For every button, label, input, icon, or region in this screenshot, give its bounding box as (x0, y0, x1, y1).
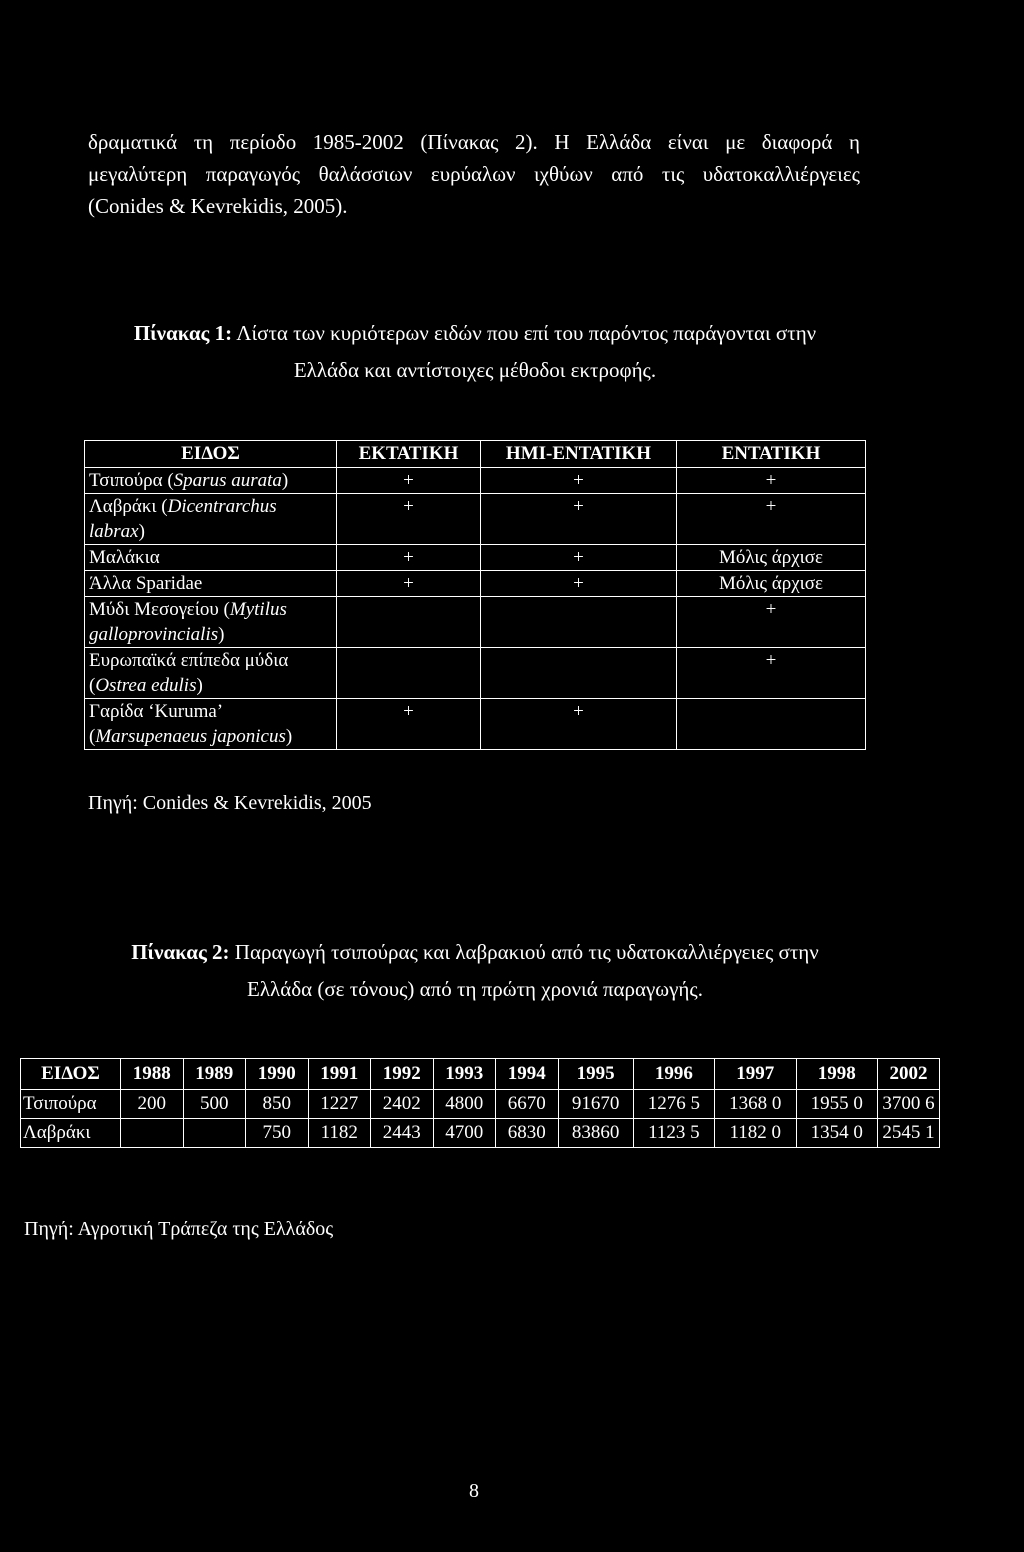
production-value-cell: 200 (121, 1090, 184, 1119)
species-cell (85, 648, 337, 699)
table-row (21, 1119, 940, 1148)
species-name: Λαβράκι ( (89, 496, 168, 517)
species-paren: ) (138, 521, 145, 542)
species-paren: ) (281, 470, 289, 491)
paragraph-line: μεγαλύτερη παραγωγός θαλάσσιων ευρύαλων ιχθύων από τις υδατοκαλλιέργειες (88, 162, 860, 186)
method-cell-semi (481, 597, 677, 648)
species-name: Άλλα Sparidae (89, 573, 203, 594)
header-year: 1998 (796, 1059, 878, 1090)
production-value-cell: 4700 (433, 1119, 496, 1148)
production-table (20, 1058, 940, 1148)
page-number: 8 (469, 1480, 479, 1502)
species-cell (85, 699, 337, 750)
species-name: Τσιπούρα ( (89, 470, 174, 491)
table-row (85, 468, 866, 494)
table1-source: Πηγή: Conides & Kevrekidis, 2005 (88, 792, 372, 814)
species-name: Μαλάκια (89, 547, 160, 568)
production-value-cell: 1182 0 (715, 1119, 796, 1148)
header-semi-intensive: ΗΜΙ-ΕΝΤΑΤΙΚΗ (481, 441, 677, 468)
species-paren: ) (285, 726, 293, 747)
header-year: 1995 (558, 1059, 633, 1090)
table-header-row (21, 1059, 940, 1090)
method-cell-int: Μόλις άρχισε (677, 571, 866, 597)
method-cell-semi: + (481, 545, 677, 571)
paragraph-line: (Conides & Kevrekidis, 2005). (88, 194, 348, 218)
table2-caption-label: Πίνακας 2: (131, 940, 230, 964)
method-cell-ext: + (337, 571, 481, 597)
species-name: Μύδι Μεσογείου ( (89, 599, 230, 620)
table-row (85, 494, 866, 545)
table-row (85, 699, 866, 750)
production-value-cell: 1276 5 (633, 1090, 714, 1119)
table2-caption-text2: Ελλάδα (σε τόνους) από τη πρώτη χρονιά παραγωγής. (247, 977, 703, 1001)
table-row (85, 545, 866, 571)
production-value-cell: 1227 (308, 1090, 371, 1119)
paragraph-line: δραματικά τη περίοδο 1985-2002 (Πίνακας 2). Η Ελλάδα είναι με διαφορά η (88, 130, 860, 154)
method-cell-semi: + (481, 699, 677, 750)
table-header-row (85, 441, 866, 468)
table2-caption (84, 934, 866, 1008)
table1-caption-text: Λίστα των κυριότερων ειδών που επί του παρόντος παράγονται στην (232, 321, 817, 345)
method-cell-int: + (677, 648, 866, 699)
table1-caption (84, 315, 866, 389)
species-paren: ) (218, 624, 225, 645)
header-year: 1996 (633, 1059, 714, 1090)
method-cell-semi: + (481, 571, 677, 597)
production-value-cell: 4800 (433, 1090, 496, 1119)
production-value-cell: 1955 0 (796, 1090, 878, 1119)
production-value-cell: 850 (246, 1090, 309, 1119)
method-cell-ext: + (337, 468, 481, 494)
header-year: 1993 (433, 1059, 496, 1090)
table-row (85, 597, 866, 648)
species-cell: Τσιπούρα (21, 1090, 121, 1119)
table-row (85, 571, 866, 597)
species-latin-name: Sparus aurata (173, 470, 282, 491)
species-cell (85, 597, 337, 648)
production-value-cell: 6670 (496, 1090, 559, 1119)
header-year: 1997 (715, 1059, 796, 1090)
production-value-cell (121, 1119, 184, 1148)
header-species: ΕΙΔΟΣ (85, 441, 337, 468)
method-cell-ext: + (337, 699, 481, 750)
species-methods-table (84, 440, 866, 750)
table-row (85, 648, 866, 699)
table2-caption-text: Παραγωγή τσιπούρας και λαβρακιού από τις υδατοκαλλιέργειες στην (229, 940, 819, 964)
species-name: Ευρωπαϊκά επίπεδα μύδια ( (89, 650, 289, 696)
intro-paragraph (88, 126, 860, 222)
header-year: 1990 (246, 1059, 309, 1090)
header-year: 1992 (371, 1059, 434, 1090)
species-latin-name: Ostrea edulis (95, 675, 197, 696)
production-value-cell: 1354 0 (796, 1119, 878, 1148)
production-value-cell (183, 1119, 246, 1148)
species-cell (85, 571, 337, 597)
production-value-cell: 2443 (371, 1119, 434, 1148)
method-cell-ext: + (337, 545, 481, 571)
species-paren: ) (196, 675, 203, 696)
species-latin-name: Marsupenaeus japonicus (95, 726, 286, 747)
header-year: 1991 (308, 1059, 371, 1090)
species-cell (85, 468, 337, 494)
method-cell-int: + (677, 494, 866, 545)
method-cell-int: Μόλις άρχισε (677, 545, 866, 571)
species-latin-name: Dicentrarchus labrax (89, 496, 277, 542)
table2-source: Πηγή: Αγροτική Τράπεζα της Ελλάδος (24, 1218, 334, 1240)
production-value-cell: 750 (246, 1119, 309, 1148)
species-cell: Λαβράκι (21, 1119, 121, 1148)
header-year: 1994 (496, 1059, 559, 1090)
species-latin-name: Mytilus galloprovincialis (89, 599, 287, 645)
table1-caption-text2: Ελλάδα και αντίστοιχες μέθοδοι εκτροφής. (293, 358, 657, 382)
table-row (21, 1090, 940, 1119)
method-cell-semi (481, 648, 677, 699)
production-value-cell: 83860 (558, 1119, 633, 1148)
method-cell-int: + (677, 468, 866, 494)
method-cell-semi: + (481, 494, 677, 545)
production-value-cell: 6830 (496, 1119, 559, 1148)
method-cell-ext (337, 648, 481, 699)
production-value-cell: 500 (183, 1090, 246, 1119)
header-year: 1988 (121, 1059, 184, 1090)
production-value-cell: 3700 6 (878, 1090, 940, 1119)
header-species: ΕΙΔΟΣ (21, 1059, 121, 1090)
production-value-cell: 2545 1 (878, 1119, 940, 1148)
production-value-cell: 2402 (371, 1090, 434, 1119)
production-value-cell: 91670 (558, 1090, 633, 1119)
production-value-cell: 1123 5 (633, 1119, 714, 1148)
header-year: 2002 (878, 1059, 940, 1090)
method-cell-ext (337, 597, 481, 648)
header-intensive: ΕΝΤΑΤΙΚΗ (677, 441, 866, 468)
method-cell-ext: + (337, 494, 481, 545)
method-cell-semi: + (481, 468, 677, 494)
header-extensive: ΕΚΤΑΤΙΚΗ (337, 441, 481, 468)
production-value-cell: 1182 (308, 1119, 371, 1148)
header-year: 1989 (183, 1059, 246, 1090)
method-cell-int: + (677, 597, 866, 648)
method-cell-int (677, 699, 866, 750)
species-cell (85, 545, 337, 571)
species-name: Γαρίδα ‘Kuruma’ ( (89, 701, 222, 747)
production-value-cell: 1368 0 (715, 1090, 796, 1119)
table1-caption-label: Πίνακας 1: (133, 321, 233, 345)
species-cell (85, 494, 337, 545)
